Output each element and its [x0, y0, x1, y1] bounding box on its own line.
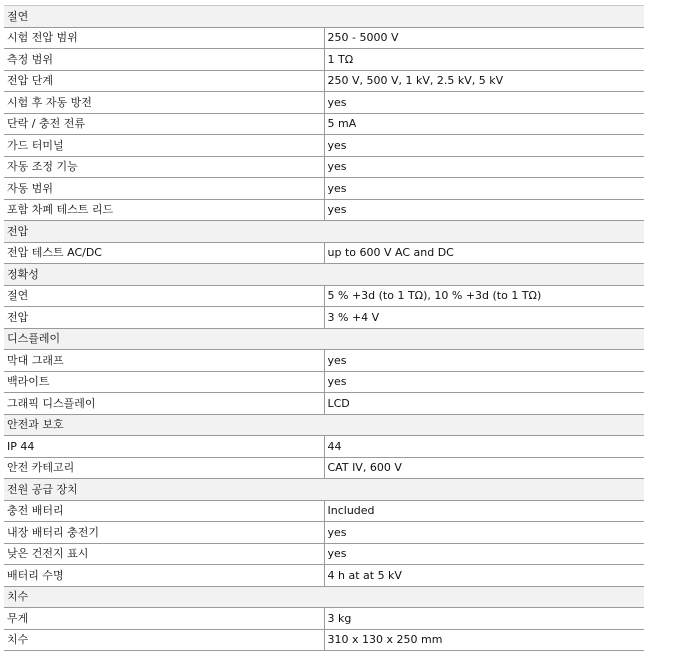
section-title: 전압: [4, 221, 644, 243]
spec-label: 백라이트: [4, 371, 324, 393]
spec-label: 자동 조정 기능: [4, 156, 324, 178]
section-title: 안전과 보호: [4, 414, 644, 436]
spec-row: [4, 307, 644, 329]
spec-table-body: [4, 6, 644, 651]
spec-row: [4, 27, 644, 49]
spec-value: yes: [324, 522, 644, 544]
spec-row: [4, 135, 644, 157]
spec-row: [4, 156, 644, 178]
spec-row: [4, 543, 644, 565]
spec-label: 포함 차폐 테스트 리드: [4, 199, 324, 221]
spec-label: 충전 배터리: [4, 500, 324, 522]
section-header-row: [4, 264, 644, 286]
spec-label: 막대 그래프: [4, 350, 324, 372]
spec-row: [4, 199, 644, 221]
spec-row: [4, 371, 644, 393]
spec-row: [4, 178, 644, 200]
spec-row: [4, 113, 644, 135]
spec-label: 안전 카테고리: [4, 457, 324, 479]
spec-label: 전압 테스트 AC/DC: [4, 242, 324, 264]
spec-value: 1 TΩ: [324, 49, 644, 71]
spec-row: [4, 500, 644, 522]
spec-row: [4, 70, 644, 92]
spec-label: 그래픽 디스플레이: [4, 393, 324, 415]
spec-value: 5 % +3d (to 1 TΩ), 10 % +3d (to 1 TΩ): [324, 285, 644, 307]
spec-label: 시험 전압 범위: [4, 27, 324, 49]
section-header-row: [4, 414, 644, 436]
spec-value: 310 x 130 x 250 mm: [324, 629, 644, 651]
spec-value: 250 - 5000 V: [324, 27, 644, 49]
spec-row: [4, 285, 644, 307]
spec-table: [4, 5, 644, 651]
spec-value: yes: [324, 156, 644, 178]
spec-value: yes: [324, 135, 644, 157]
section-title: 전원 공급 장치: [4, 479, 644, 501]
spec-row: [4, 49, 644, 71]
spec-value: 3 kg: [324, 608, 644, 630]
spec-value: 250 V, 500 V, 1 kV, 2.5 kV, 5 kV: [324, 70, 644, 92]
spec-value: yes: [324, 371, 644, 393]
spec-label: IP 44: [4, 436, 324, 458]
spec-value: yes: [324, 178, 644, 200]
spec-value: up to 600 V AC and DC: [324, 242, 644, 264]
section-header-row: [4, 6, 644, 28]
spec-label: 낮은 건전지 표시: [4, 543, 324, 565]
spec-label: 측정 범위: [4, 49, 324, 71]
spec-label: 시험 후 자동 방전: [4, 92, 324, 114]
spec-label: 절연: [4, 285, 324, 307]
spec-label: 무게: [4, 608, 324, 630]
spec-value: 4 h at at 5 kV: [324, 565, 644, 587]
spec-row: [4, 350, 644, 372]
spec-label: 내장 배터리 충전기: [4, 522, 324, 544]
spec-label: 전압: [4, 307, 324, 329]
spec-label: 전압 단계: [4, 70, 324, 92]
section-header-row: [4, 586, 644, 608]
section-title: 치수: [4, 586, 644, 608]
spec-value: LCD: [324, 393, 644, 415]
spec-row: [4, 393, 644, 415]
section-title: 디스플레이: [4, 328, 644, 350]
spec-label: 치수: [4, 629, 324, 651]
section-title: 절연: [4, 6, 644, 28]
spec-value: 44: [324, 436, 644, 458]
section-header-row: [4, 221, 644, 243]
spec-label: 배터리 수명: [4, 565, 324, 587]
spec-row: [4, 92, 644, 114]
spec-value: yes: [324, 350, 644, 372]
spec-label: 가드 터미널: [4, 135, 324, 157]
spec-row: [4, 608, 644, 630]
section-header-row: [4, 479, 644, 501]
spec-value: Included: [324, 500, 644, 522]
spec-row: [4, 629, 644, 651]
spec-label: 자동 범위: [4, 178, 324, 200]
spec-value: yes: [324, 199, 644, 221]
spec-row: [4, 436, 644, 458]
spec-value: 5 mA: [324, 113, 644, 135]
section-header-row: [4, 328, 644, 350]
section-title: 정확성: [4, 264, 644, 286]
spec-value: 3 % +4 V: [324, 307, 644, 329]
spec-value: CAT IV, 600 V: [324, 457, 644, 479]
spec-value: yes: [324, 543, 644, 565]
spec-row: [4, 522, 644, 544]
spec-value: yes: [324, 92, 644, 114]
spec-row: [4, 565, 644, 587]
spec-row: [4, 457, 644, 479]
spec-label: 단락 / 충전 전류: [4, 113, 324, 135]
spec-row: [4, 242, 644, 264]
